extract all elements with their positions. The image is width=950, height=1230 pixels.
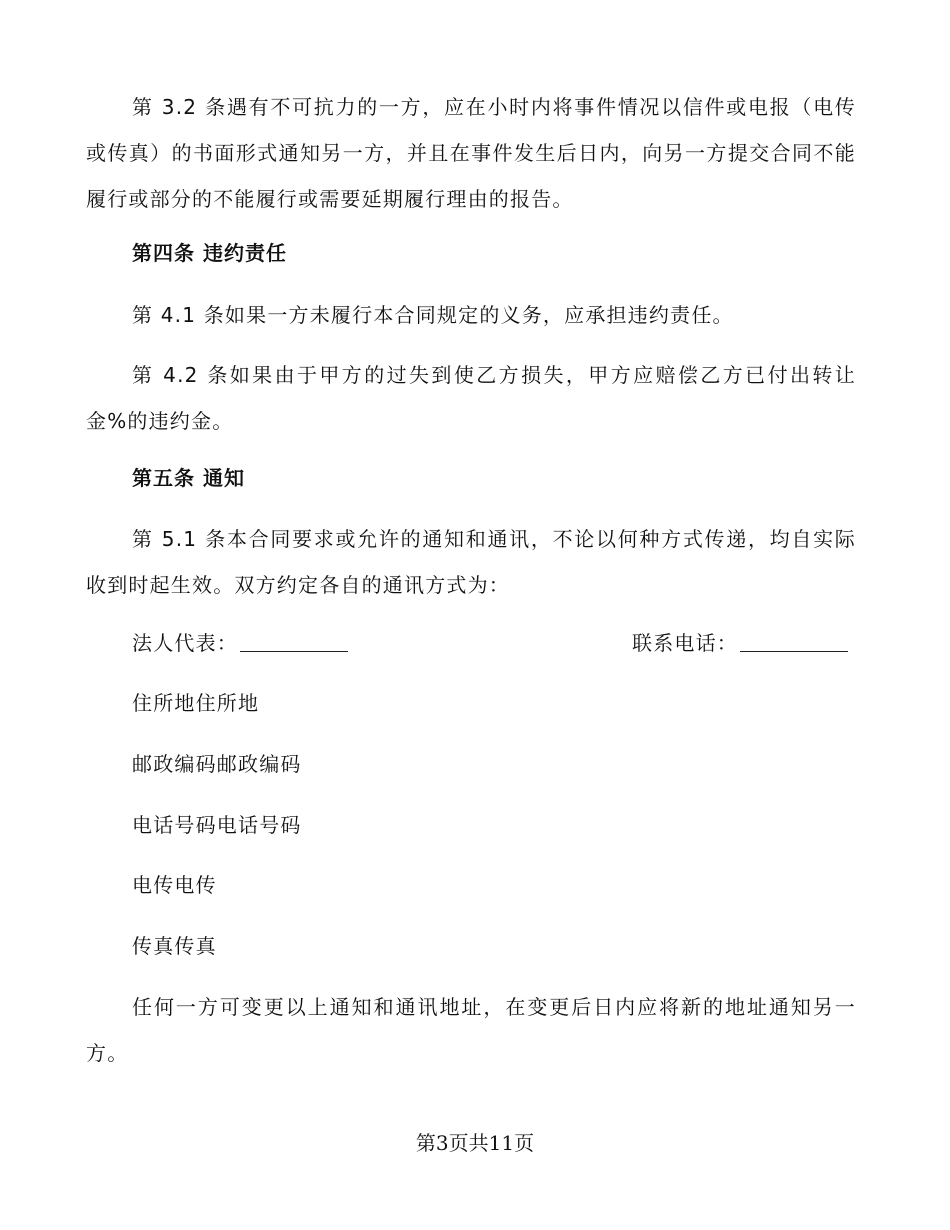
clause-4-2-paragraph: 第 4.2 条如果由于甲方的过失到使乙方损失，甲方应赔偿乙方已付出转让金%的违约金。 bbox=[86, 363, 856, 433]
page-number-footer: 第3页共11页 bbox=[415, 1131, 535, 1155]
fax-line: 传真传真 bbox=[132, 934, 217, 958]
final-notice-paragraph: 任何一方可变更以上通知和通讯地址，在变更后日内应将新的地址通知另一方。 bbox=[86, 995, 856, 1065]
contact-phone-blank bbox=[740, 631, 848, 652]
telex-line: 电传电传 bbox=[132, 873, 217, 897]
phone-line: 电话号码电话号码 bbox=[132, 813, 302, 837]
legal-representative-label: 法人代表： bbox=[132, 631, 238, 655]
clause-4-1-paragraph: 第 4.1 条如果一方未履行本合同规定的义务，应承担违约责任。 bbox=[132, 303, 734, 327]
clause-3-2-paragraph: 第 3.2 条遇有不可抗力的一方，应在小时内将事件情况以信件或电报（电传或传真）的书面形式通知另一方，并且在事件发生后日内，向另一方提交合同不能履行或部分的不能履行或需要延期履行理由的报告。 bbox=[86, 95, 856, 211]
legal-representative-line bbox=[132, 628, 348, 658]
article-4-heading: 第四条 违约责任 bbox=[132, 241, 287, 265]
contact-phone-label: 联系电话： bbox=[632, 631, 738, 655]
contact-phone-line bbox=[632, 628, 848, 658]
article-5-heading: 第五条 通知 bbox=[132, 466, 245, 490]
postcode-line: 邮政编码邮政编码 bbox=[132, 752, 302, 776]
legal-representative-blank bbox=[240, 631, 348, 652]
address-line: 住所地住所地 bbox=[132, 691, 260, 715]
clause-5-1-paragraph: 第 5.1 条本合同要求或允许的通知和通讯，不论以何种方式传递，均自实际收到时起生效。双方约定各自的通讯方式为： bbox=[86, 527, 856, 597]
